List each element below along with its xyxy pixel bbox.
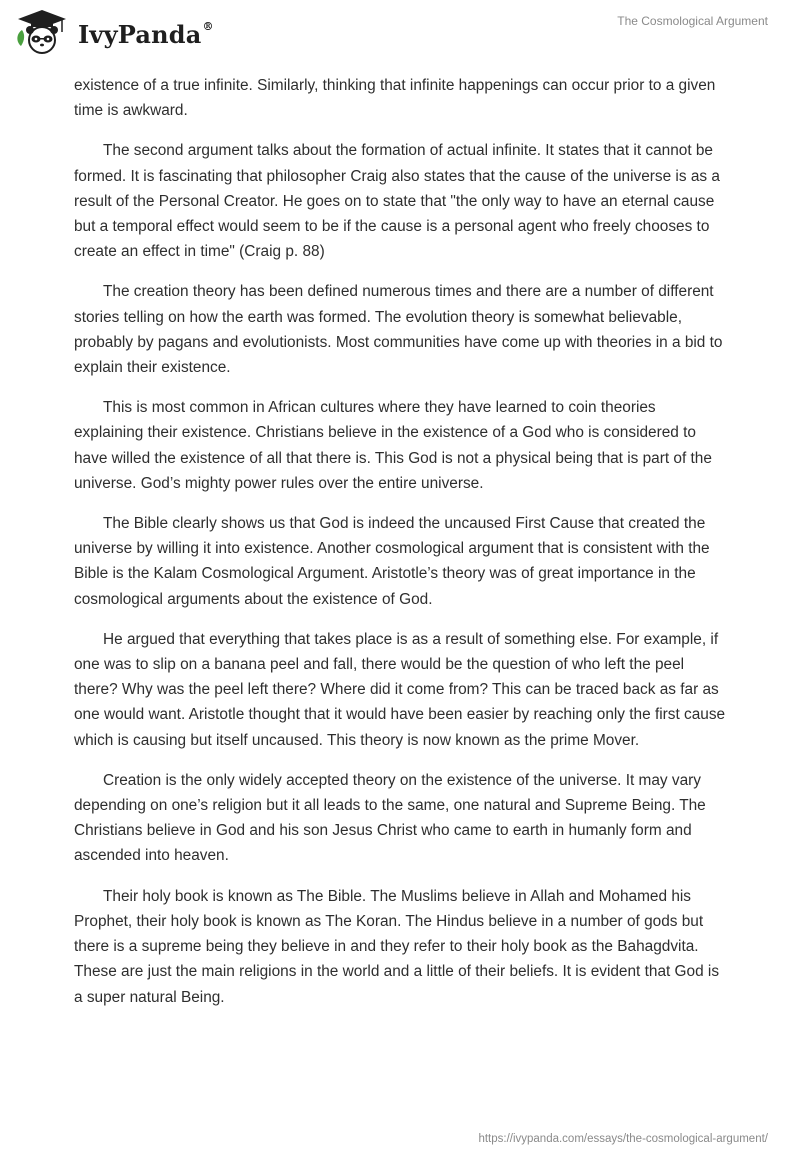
paragraph: He argued that everything that takes place is as a result of something else. For example, if one was to slip on a banana peel and fall, there would be the question of who left the peel there? Why was the peel left there? Where did it come from? This can be traced back as far as one would want. Aristotle thought that it would have been easier by reaching only the first cause which is causing but itself uncaused. This theory is now known as the prime Mover. (74, 630, 726, 749)
document-title: The Cosmological Argument (617, 14, 768, 28)
paragraph: This is most common in African cultures where they have learned to coin theories explaining their existence. Christians believe in the existence of a God who is considered to have willed the existence of all that there is. This God is not a physical being that is part of the universe. God’s mighty power rules over the entire universe. (74, 399, 712, 492)
paragraph: The creation theory has been defined numerous times and there are a number of different stories telling on how the earth was formed. The evolution theory is somewhat believable, probably by pagans and evolutionists. Most communities have come up with theories in a bid to explain their existence. (74, 283, 723, 377)
page-header (0, 0, 800, 66)
paragraph: The Bible clearly shows us that God is indeed the uncaused First Cause that created the universe by willing it into existence. Another cosmological argument that is consistent with the Bible is the Kalam Cosmological Argument. Aristotle’s theory was of great importance in the cosmological arguments about the existence of God. (74, 515, 710, 608)
brand-name: IvyPanda® (78, 20, 214, 49)
source-url-link[interactable]: https://ivypanda.com/essays/the-cosmological-argument/ (478, 1133, 768, 1145)
paragraph: existence of a true infinite. Similarly, thinking that infinite happenings can occur prior to a given time is awkward. (74, 77, 716, 120)
paragraph: Creation is the only widely accepted theory on the existence of the universe. It may vary depending on one’s religion but it all leads to the same, one natural and Supreme Being. The Christians believe in God and his son Jesus Christ who came to earth in humanly form and ascended into heaven. (74, 771, 706, 865)
paragraph: Their holy book is known as The Bible. The Muslims believe in Allah and Mohamed his Prophet, their holy book is known as The Koran. The Hindus believe in a number of gods but there is a supreme being they believe in and they refer to their holy book as the Bahagdvita. These are just the main religions in the world and a little of their beliefs. It is evident that God is a super natural Being. (74, 887, 720, 1006)
panda-graduate-icon (14, 8, 70, 56)
essay-body (74, 73, 726, 1025)
ivypanda-logo[interactable] (14, 8, 254, 58)
paragraph: The second argument talks about the formation of actual infinite. It states that it cannot be formed. It is fascinating that philosopher Craig also states that the cause of the universe is as a result of the Personal Creator. He goes on to state that "the only way to have an eternal cause but a temporal effect would seem to be if the cause is a personal agent who freely chooses to create an effect in time" (Craig p. 88) (74, 142, 720, 261)
